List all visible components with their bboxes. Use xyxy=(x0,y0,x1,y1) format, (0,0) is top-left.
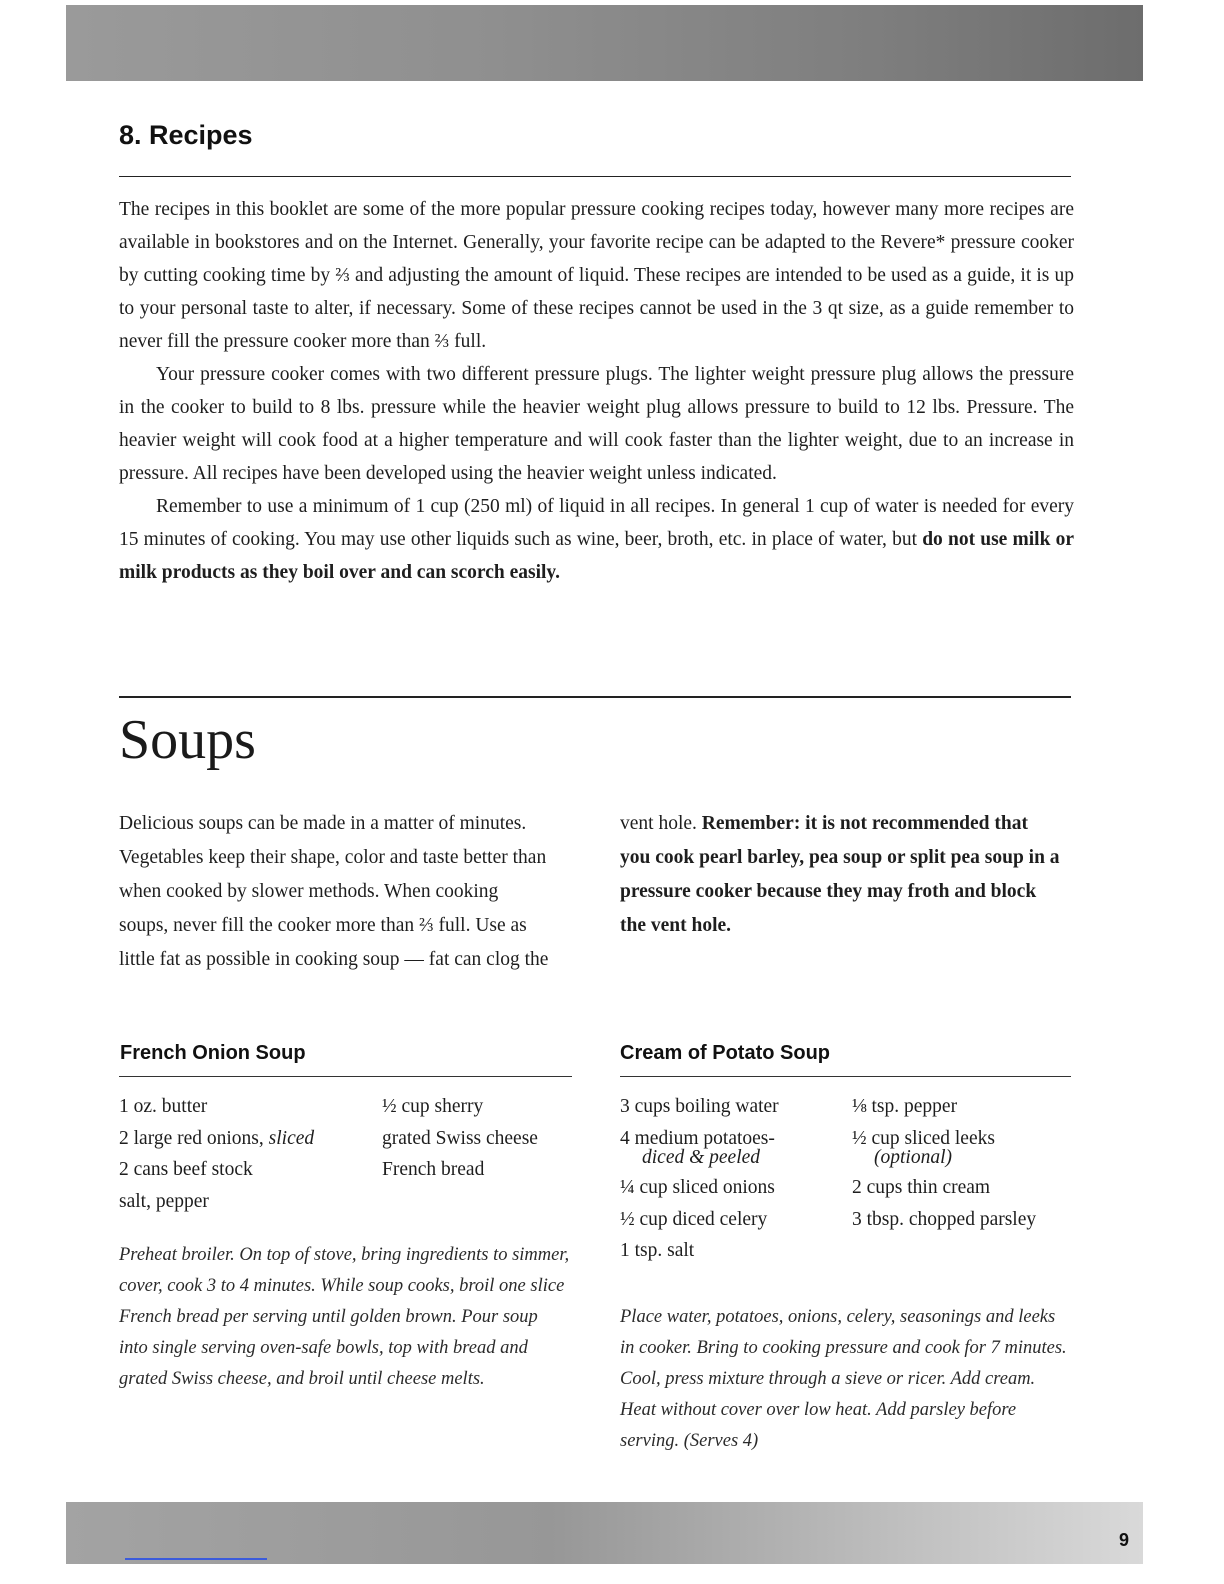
ingredient: grated Swiss cheese xyxy=(382,1127,538,1149)
ingredient: ½ cup sherry xyxy=(382,1096,484,1117)
footer-band xyxy=(66,1502,1143,1564)
recipes-intro xyxy=(119,193,1074,589)
ingredients-left-cream-potato xyxy=(620,1091,845,1267)
header-band xyxy=(66,5,1143,81)
intro-paragraph: The recipes in this booklet are some of the more popular pressure cooking recipes today, however many more recipes are available in bookstores and on the Internet. Generally, your favorite recipe can be adapted to the Revere* pressure cooker by cutting cooking time by ⅔ and adjusting the amount of liquid. These recipes are intended to be used as a guide, it is up to your personal taste to alter, if necessary. Some of these recipes cannot be used in the 3 qt size, as a guide remember to never fill the pressure cooker more than ⅔ full. xyxy=(119,199,1074,352)
ingredient: ¼ cup sliced onions xyxy=(620,1177,775,1198)
soups-intro-right xyxy=(620,807,1060,943)
ingredient: 4 medium potatoes- xyxy=(620,1127,775,1149)
intro-warning: do not use milk or milk products as they boil over and can scorch easily. xyxy=(119,529,1074,583)
ingredient: salt, pepper xyxy=(119,1190,209,1212)
ingredient: French bread xyxy=(382,1159,485,1180)
intro-paragraph: Your pressure cooker comes with two different pressure plugs. The lighter weight pressure plug allows the pressure in the cooker to build to 8 lbs. pressure while the heavier weight plug allows pressure to build to 12 lbs. Pressure. The heavier weight will cook food at a higher temperature and will cook faster than the lighter weight, due to an increase in pressure. All recipes have been developed using the heavier weight unless indicated. xyxy=(119,364,1074,484)
intro-text: Remember to use a minimum of 1 cup (250 ml) of liquid in all recipes. In general 1 cup of water is needed for every 15 minutes of cooking. You may use other liquids such as wine, beer, broth, etc. in place of water, but xyxy=(119,496,1074,550)
ingredient: ½ cup diced celery xyxy=(620,1208,768,1230)
recipe-rule xyxy=(620,1076,1071,1077)
ingredient: 2 large red onions, sliced xyxy=(119,1127,315,1149)
ingredients-right-french-onion xyxy=(382,1091,577,1186)
ingredient: ½ cup sliced leeks xyxy=(852,1127,995,1149)
ingredient: 3 tbsp. chopped parsley xyxy=(852,1208,1037,1230)
footer-link-mark xyxy=(125,1558,267,1560)
recipe-rule xyxy=(119,1076,572,1077)
page-number: 9 xyxy=(1118,1530,1129,1550)
method-french-onion: Preheat broiler. On top of stove, bring ingredients to simmer, cover, cook 3 to 4 minutes. While soup cooks, broil one slice French bread per serving until golden brown. Pour soup into single serving oven-safe bowls, top with bread and grated Swiss cheese, and broil until cheese melts. xyxy=(119,1245,570,1389)
method-cream-potato: Place water, potatoes, onions, celery, seasonings and leeks in cooker. Bring to cooking pressure and cook for 7 minutes. Cool, press mixture through a sieve or ricer. Add cream. Heat without cover over low heat. Add parsley before serving. (Serves 4) xyxy=(620,1307,1067,1451)
section-title: 8. Recipes xyxy=(119,120,253,150)
soups-warning: Remember: it is not recommended that you cook pearl barley, pea soup or split pea soup in a pressure cooker because they may froth and block the vent hole. xyxy=(620,813,1060,936)
soups-intro-left: Delicious soups can be made in a matter of minutes. Vegetables keep their shape, color and taste better than when cooked by slower methods. When cooking soups, never fill the cooker more than ⅔ full. Use as little fat as possible in cooking soup — fat can clog the xyxy=(119,813,549,970)
soups-title: Soups xyxy=(119,709,256,771)
ingredient: 1 oz. butter xyxy=(119,1096,208,1117)
ingredient: ⅛ tsp. pepper xyxy=(852,1096,958,1117)
soups-rule xyxy=(119,696,1071,698)
ingredient: 3 cups boiling water xyxy=(620,1096,779,1117)
ingredient: 2 cups thin cream xyxy=(852,1177,991,1198)
ingredients-left-french-onion xyxy=(119,1091,369,1217)
ingredients-right-cream-potato xyxy=(852,1091,1077,1235)
recipe-title-french-onion: French Onion Soup xyxy=(120,1042,306,1064)
soups-intro-text: vent hole. xyxy=(620,813,702,834)
section-rule xyxy=(119,176,1071,177)
ingredient: 1 tsp. salt xyxy=(620,1240,695,1261)
intro-paragraph xyxy=(119,490,1074,589)
ingredient-note: diced & peeled xyxy=(642,1147,761,1168)
ingredient: 2 cans beef stock xyxy=(119,1159,253,1180)
recipe-title-cream-potato: Cream of Potato Soup xyxy=(620,1042,831,1064)
ingredient-note: (optional) xyxy=(874,1147,952,1168)
